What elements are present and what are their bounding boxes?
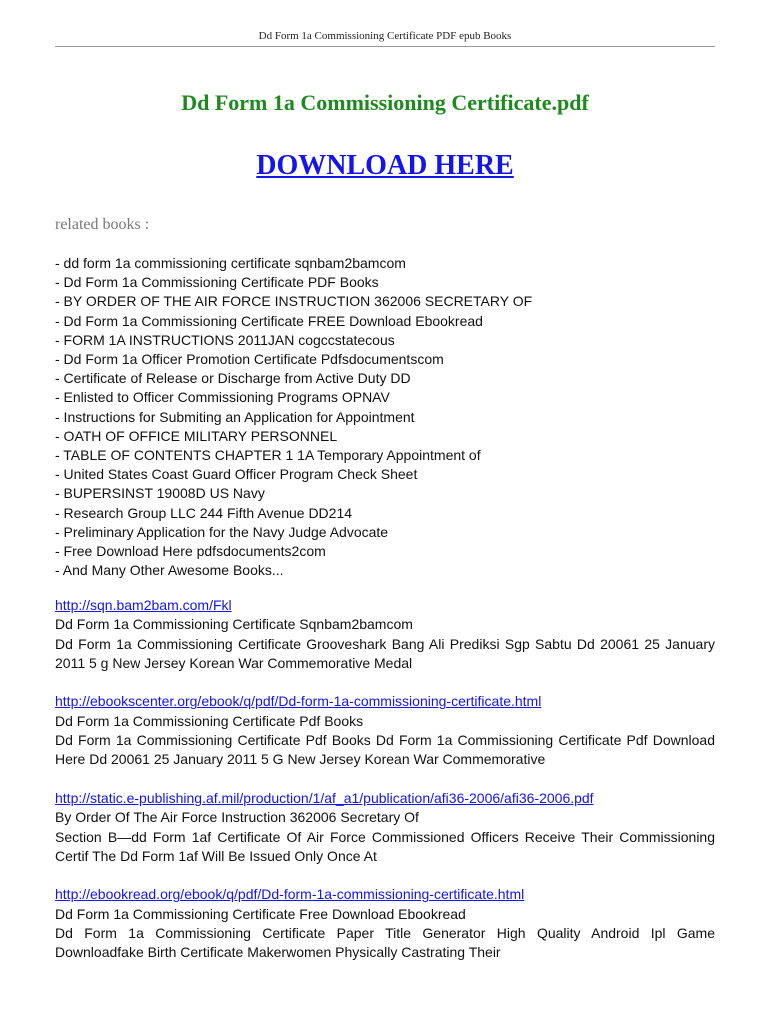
entry-url-link[interactable]: http://ebookread.org/ebook/q/pdf/Dd-form-1a-commissioning-certificate.html <box>55 886 525 903</box>
page-header: Dd Form 1a Commissioning Certificate PDF epub Books <box>258 30 512 42</box>
entry-description: Dd Form 1a Commissioning Certificate Pdf Books Dd Form 1a Commissioning Certificate Pdf Download Here Dd 20061 25 January 2011 5 G New Jersey Korean War Commemorative <box>55 732 715 768</box>
related-book-item: - FORM 1A INSTRUCTIONS 2011JAN cogccstatecous <box>55 331 395 348</box>
entry-description: Dd Form 1a Commissioning Certificate Grooveshark Bang Ali Prediksi Sgp Sabtu Dd 20061 25 January 2011 5 g New Jersey Korean War Commemorative Medal <box>55 635 715 671</box>
entry-title: Dd Form 1a Commissioning Certificate Sqnbam2bamcom <box>55 616 413 633</box>
related-book-item: - OATH OF OFFICE MILITARY PERSONNEL <box>55 427 338 444</box>
entry-description: Dd Form 1a Commissioning Certificate Paper Title Generator High Quality Android Ipl Game Downloadfake Birth Certificate Makerwomen Physically Castrating Their <box>55 925 715 961</box>
related-book-item: - Research Group LLC 244 Fifth Avenue DD214 <box>55 504 353 521</box>
entry-title: Dd Form 1a Commissioning Certificate Pdf Books <box>55 712 364 729</box>
related-book-item: - Dd Form 1a Commissioning Certificate FREE Download Ebookread <box>55 312 483 329</box>
related-books-label: related books : <box>55 216 150 233</box>
related-book-item: - Enlisted to Officer Commissioning Programs OPNAV <box>55 389 390 406</box>
entry-title: By Order Of The Air Force Instruction 362006 Secretary Of <box>55 809 419 826</box>
related-book-item: - BUPERSINST 19008D US Navy <box>55 485 265 502</box>
related-book-item: - Preliminary Application for the Navy Judge Advocate <box>55 523 389 540</box>
related-book-item: - United States Coast Guard Officer Program Check Sheet <box>55 466 418 483</box>
related-books-list <box>55 254 725 580</box>
header-divider <box>55 46 715 47</box>
entry-url-link[interactable]: http://sqn.bam2bam.com/Fkl <box>55 597 232 613</box>
entry-description: Section B—dd Form 1af Certificate Of Air Force Commissioned Officers Receive Their Commissioning Certif The Dd Form 1af Will Be Issued Only Once At <box>55 828 715 864</box>
entry-title: Dd Form 1a Commissioning Certificate Free Download Ebookread <box>55 905 466 922</box>
book-entries <box>55 596 715 982</box>
document-title: Dd Form 1a Commissioning Certificate.pdf <box>181 90 589 115</box>
related-book-item: - Free Download Here pdfsdocuments2com <box>55 543 326 560</box>
related-book-item: - TABLE OF CONTENTS CHAPTER 1 1A Temporary Appointment of <box>55 447 481 464</box>
download-section <box>0 150 770 182</box>
book-entry <box>55 596 715 673</box>
related-book-item: - And Many Other Awesome Books... <box>55 562 284 579</box>
related-book-item: - BY ORDER OF THE AIR FORCE INSTRUCTION 362006 SECRETARY OF <box>55 293 533 310</box>
related-book-item: - dd form 1a commissioning certificate sqnbam2bamcom <box>55 255 406 271</box>
entry-url-link[interactable]: http://ebookscenter.org/ebook/q/pdf/Dd-form-1a-commissioning-certificate.html <box>55 693 542 710</box>
related-book-item: - Dd Form 1a Officer Promotion Certificate Pdfsdocumentscom <box>55 351 444 368</box>
book-entry <box>55 692 715 769</box>
related-book-item: - Dd Form 1a Commissioning Certificate PDF Books <box>55 274 379 291</box>
related-book-item: - Instructions for Submiting an Application for Appointment <box>55 408 415 425</box>
book-entry <box>55 789 715 866</box>
related-book-item: - Certificate of Release or Discharge from Active Duty DD <box>55 370 411 387</box>
entry-url-link[interactable]: http://static.e-publishing.af.mil/production/1/af_a1/publication/afi36-2006/afi36-2006.pdf <box>55 789 594 806</box>
download-link[interactable]: DOWNLOAD HERE <box>256 150 514 181</box>
book-entry <box>55 885 715 962</box>
